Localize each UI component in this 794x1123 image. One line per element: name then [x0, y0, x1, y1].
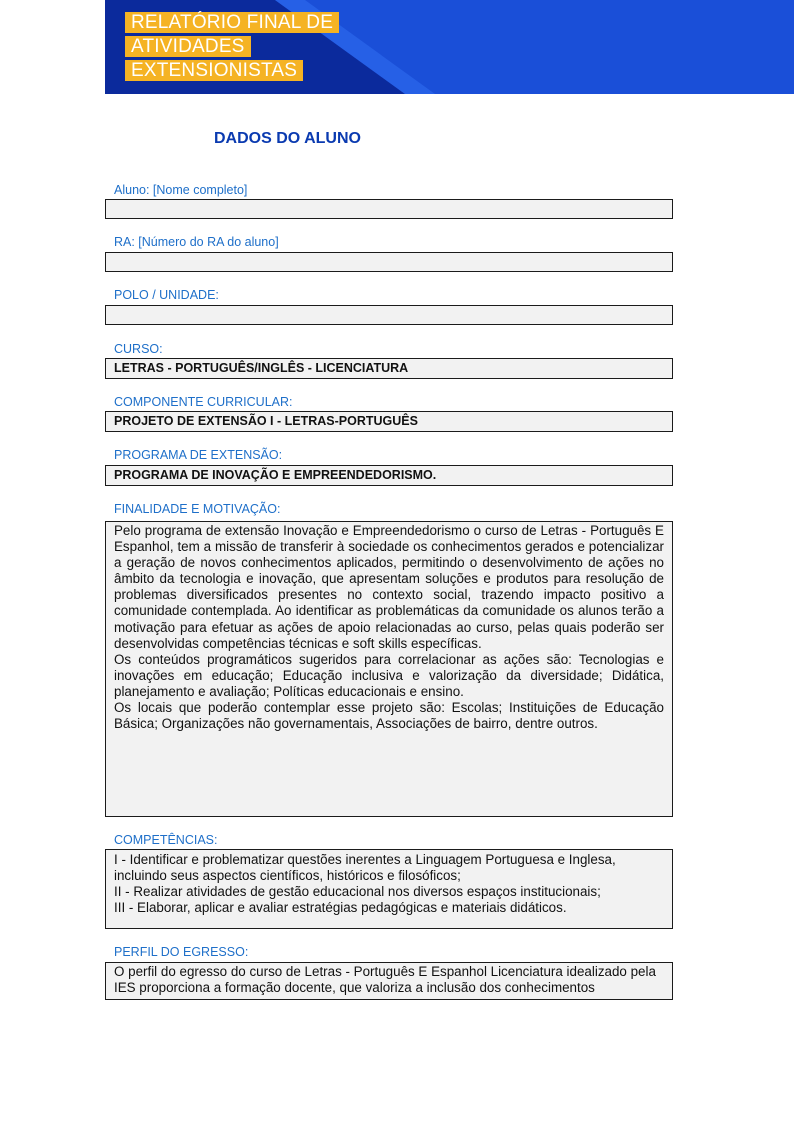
programa-label: PROGRAMA DE EXTENSÃO:: [114, 448, 283, 462]
competencia-item: I - Identificar e problematizar questões inerentes a Linguagem Portuguesa e Inglesa, incluindo seus aspectos científicos, históricos e filosóficos;: [114, 852, 616, 884]
finalidade-text: [106, 522, 672, 732]
aluno-label: Aluno: [Nome completo]: [114, 183, 248, 197]
competencia-item: II - Realizar atividades de gestão educacional nos diversos espaços institucionais;: [114, 884, 601, 900]
perfil-field[interactable]: [105, 962, 673, 1000]
competencias-label: COMPETÊNCIAS:: [114, 833, 218, 847]
perfil-paragraph: O perfil do egresso do curso de Letras - Português E Espanhol Licenciatura idealizado pela IES proporciona a formação docente, que valoriza a inclusão dos conhecimentos: [114, 964, 656, 996]
curso-field[interactable]: [105, 358, 673, 379]
competencias-text: [106, 850, 672, 916]
finalidade-paragraph: Os locais que poderão contemplar esse projeto são: Escolas; Instituições de Educação Básica; Organizações não governamentais, Associações de bairro, dentre outros.: [114, 700, 664, 732]
ra-label: RA: [Número do RA do aluno]: [114, 235, 279, 249]
section-title: DADOS DO ALUNO: [214, 130, 361, 147]
report-title-line-1: RELATÓRIO FINAL DE: [125, 12, 339, 33]
competencia-item: III - Elaborar, aplicar e avaliar estratégias pedagógicas e materiais didáticos.: [114, 900, 567, 916]
programa-field[interactable]: [105, 465, 673, 486]
componente-label: COMPONENTE CURRICULAR:: [114, 395, 293, 409]
perfil-text: [106, 963, 672, 996]
report-title-line-3: EXTENSIONISTAS: [125, 60, 303, 81]
finalidade-field[interactable]: [105, 521, 673, 817]
componente-value: PROJETO DE EXTENSÃO I - LETRAS-PORTUGUÊS: [114, 414, 418, 428]
finalidade-label: FINALIDADE E MOTIVAÇÃO:: [114, 502, 281, 516]
perfil-label: PERFIL DO EGRESSO:: [114, 945, 249, 959]
polo-value: [106, 306, 672, 308]
ra-field[interactable]: [105, 252, 673, 272]
curso-value: LETRAS - PORTUGUÊS/INGLÊS - LICENCIATURA: [114, 361, 409, 375]
header-banner: [105, 0, 794, 94]
aluno-field[interactable]: [105, 199, 673, 219]
competencias-field[interactable]: [105, 849, 673, 929]
curso-label: CURSO:: [114, 342, 163, 356]
aluno-value: [106, 200, 672, 202]
polo-field[interactable]: [105, 305, 673, 325]
polo-label: POLO / UNIDADE:: [114, 288, 219, 302]
report-title-line-2: ATIVIDADES: [125, 36, 251, 57]
finalidade-paragraph: Pelo programa de extensão Inovação e Empreendedorismo o curso de Letras - Português E Espanhol, tem a missão de transferir à sociedade os conhecimentos gerados e potencializar a geração de novos conhecimentos aplicados, permitindo o desenvolvimento de ações no âmbito da tecnologia e inovação, que apresentam soluções e produtos para resolução de problemas diversificados presentes no contexto social, trazendo impacto positivo a comunidade contemplada. Ao identificar as problemáticas da comunidade os alunos terão a motivação para efetuar as ações de apoio relacionadas ao curso, pelas quais poderão ser desenvolvidas competências técnicas e soft skills específicas.: [114, 523, 664, 651]
componente-field[interactable]: [105, 411, 673, 432]
programa-value: PROGRAMA DE INOVAÇÃO E EMPREENDEDORISMO.: [114, 468, 437, 482]
finalidade-paragraph: Os conteúdos programáticos sugeridos para correlacionar as ações são: Tecnologias e inovações em educação; Educação inclusiva e valorização da diversidade; Didática, planejamento e avaliação; Políticas educacionais e ensino.: [114, 651, 664, 699]
ra-value: [106, 253, 672, 255]
